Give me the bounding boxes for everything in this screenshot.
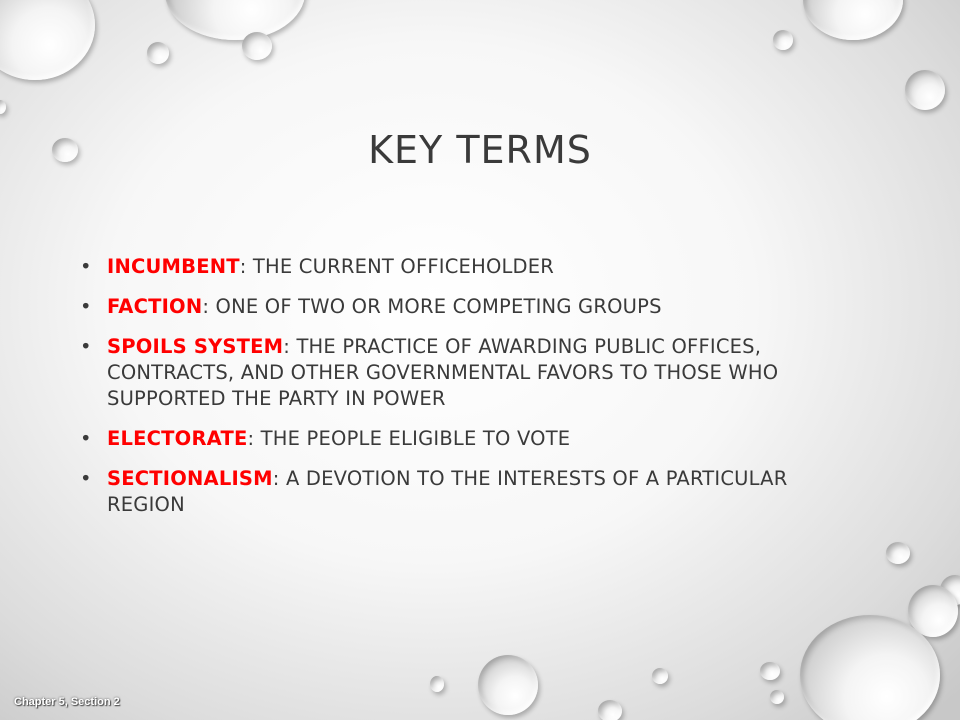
water-drop [770,690,784,704]
footer-chapter-label: Chapter 5, Section 2 [14,696,120,708]
water-drop [242,32,272,60]
term-separator: : [283,335,291,358]
term-definition: THE CURRENT OFFICEHOLDER [246,255,555,278]
term-definition: THE PRACTICE OF AWARDING PUBLIC OFFICES, CONTRACTS, AND OTHER GOVERNMENTAL FAVORS TO THOSE WHO SUPPORTED THE PARTY IN POWER [107,335,779,410]
water-drop [165,0,305,40]
water-drop [598,700,622,720]
water-drop [905,70,945,110]
term-separator: : [202,295,210,318]
term-definition: THE PEOPLE ELIGIBLE TO VOTE [254,427,571,450]
term-definition: A DEVOTION TO THE INTERESTS OF A PARTICULAR REGION [107,467,788,516]
water-drop [0,0,95,80]
water-drop [147,42,169,64]
bullet-icon: • [80,255,92,278]
term-item [80,294,860,320]
water-drop [760,662,780,680]
term-word: INCUMBENT [107,255,240,278]
term-item [80,254,860,280]
bullet-icon: • [80,335,92,358]
term-definition: ONE OF TWO OR MORE COMPETING GROUPS [209,295,662,318]
term-word: ELECTORATE [107,427,248,450]
term-item [80,334,860,412]
term-separator: : [239,255,247,278]
water-drop [773,30,793,50]
water-drop [886,542,910,564]
water-drop [0,100,6,114]
term-separator: : [272,467,280,490]
term-word: SPOILS SYSTEM [107,335,284,358]
bullet-icon: • [80,467,92,490]
term-item [80,426,860,452]
term-item [80,466,860,518]
water-drop [652,668,668,684]
term-separator: : [247,427,255,450]
key-terms-list [80,254,860,532]
water-drop [478,655,538,715]
bullet-icon: • [80,295,92,318]
water-drop [430,676,444,692]
bullet-icon: • [80,427,92,450]
term-word: FACTION [107,295,203,318]
term-word: SECTIONALISM [107,467,273,490]
water-drop [803,0,903,40]
slide-title: KEY TERMS [368,128,592,172]
